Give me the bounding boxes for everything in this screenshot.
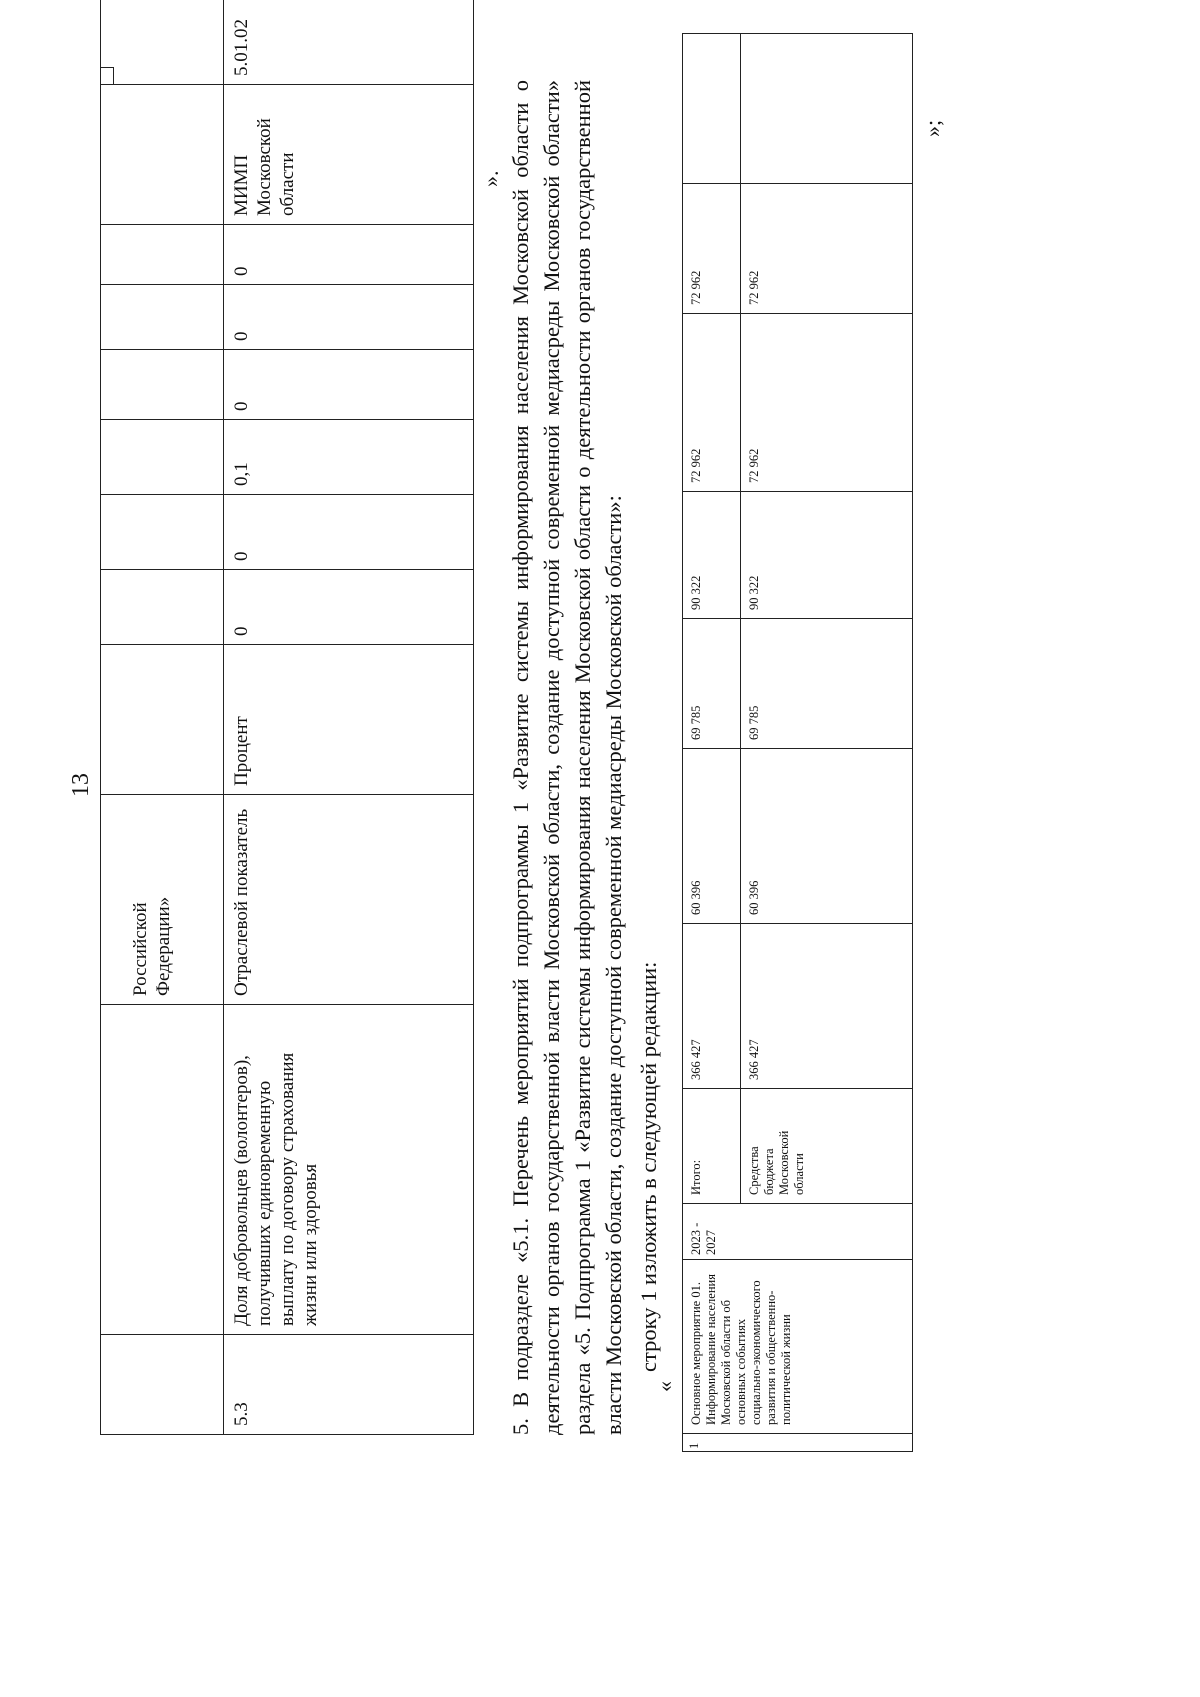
value-cell: 0 [224,569,474,644]
table-cell [683,33,741,183]
value-cell: 72 962 [741,313,913,491]
source-label: Средства бюджета Московской области [741,1088,913,1203]
table-cell [101,494,224,569]
value-cell: 0 [224,349,474,419]
indicator-type: Отраслевой показатель [224,794,474,1004]
period: 2023 - 2027 [683,1203,913,1259]
table-cell [101,284,224,349]
value-cell: 366 427 [683,923,741,1088]
table-cell [101,1004,224,1334]
source-label: Итого: [683,1088,741,1203]
value-cell: 90 322 [683,491,741,618]
table-cell [101,84,224,224]
indicator-basis-cont: Российской Федерации» [101,794,224,1004]
table-cell [101,569,224,644]
value-cell: 60 396 [683,748,741,923]
value-cell: 90 322 [741,491,913,618]
code: 5.01.02 [224,0,474,84]
value-cell: 0,1 [224,419,474,494]
closing-quote-2: »; [920,119,945,137]
table-cell [101,224,224,284]
measures-table [682,33,913,1452]
value-cell: 366 427 [741,923,913,1088]
value-cell: 60 396 [741,748,913,923]
indicator-name: Доля добровольцев (волонтеров), получивших единовременную выплату по договору страхования жизни или здоровья [224,1004,474,1334]
table-cell [101,349,224,419]
measure-name: Основное мероприятие 01. Информирование населения Московской области об основных событиях социально-экономического развития и общественно-политической жизни [683,1259,913,1433]
value-cell: 0 [224,284,474,349]
indicator-table [100,0,474,1435]
row-number: 5.3 [224,1334,474,1434]
value-cell: 72 962 [683,183,741,313]
table-cell [101,419,224,494]
paragraph-line: строку 1 изложить в следующей редакции: [636,961,661,1372]
page-number: 13 [68,773,94,797]
row-number: 1 [683,1433,913,1451]
table-cell [101,1334,224,1434]
value-cell: 72 962 [683,313,741,491]
open-quote: « [652,1381,677,1392]
value-cell: 69 785 [741,618,913,748]
table-cell [101,644,224,794]
table-cell [741,33,913,183]
closing-quote: ». [478,170,503,187]
value-cell: 0 [224,224,474,284]
value-cell: 72 962 [741,183,913,313]
value-cell: 69 785 [683,618,741,748]
paragraph-5-text: 5. В подразделе «5.1. Перечень мероприятий подпрограммы 1 «Развитие системы информирования населения Московской области о деятельности органов государственной власти Московской области, создание доступной современной медиасреды Московской области» раздела «5. Подпрограмма 1 «Развитие системы информирования населения Московской области о деятельности органов государственной власти Московской области, создание доступной современной медиасреды Московской области»: [508,80,626,1435]
table-cell [101,0,224,84]
paragraph-5 [505,80,629,1435]
responsible: МИМП Московской области [224,84,474,224]
unit: Процент [224,644,474,794]
value-cell: 0 [224,494,474,569]
